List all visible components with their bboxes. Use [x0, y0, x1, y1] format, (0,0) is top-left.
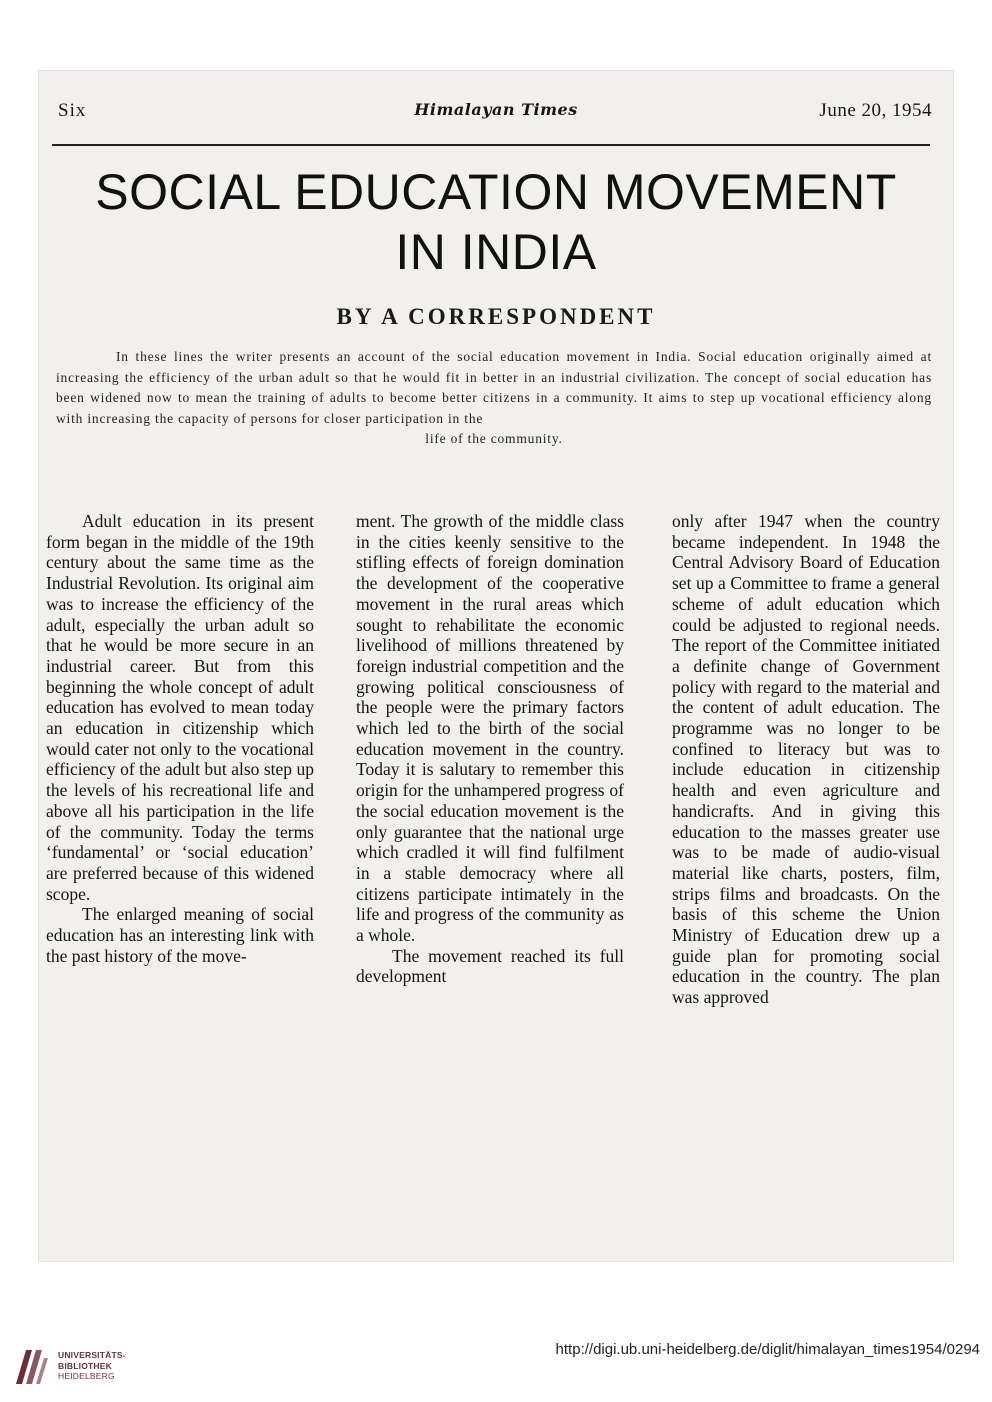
issue-date: June 20, 1954 — [819, 100, 932, 121]
article-column-1 — [46, 511, 314, 966]
column-paragraph: The enlarged meaning of social education has an interesting link with the past history of the move- — [46, 904, 314, 966]
header-rule — [52, 144, 930, 146]
byline: BY A CORRESPONDENT — [336, 304, 656, 329]
article-column-2 — [356, 511, 624, 987]
article-headline — [38, 162, 954, 282]
article-intro — [56, 347, 932, 450]
article-column-3 — [672, 511, 940, 1008]
library-name-line: HEIDELBERG — [58, 1371, 115, 1381]
headline-line-2: IN INDIA — [395, 224, 597, 280]
scanned-page — [38, 70, 954, 1262]
intro-body: In these lines the writer presents an account of the social education movement in India. Social education originally aimed at increasing the efficiency of the urban adult so that he would fit in better in an industrial civilization. The concept of social education has been widened now to mean the training of adults to become better citizens in a community. It aims to step up vocational efficiency along with increasing the capacity of persons for closer participation in the — [56, 349, 932, 426]
headline-line-1: SOCIAL EDUCATION MOVEMENT — [95, 164, 897, 220]
column-paragraph: only after 1947 when the country became independent. In 1948 the Central Advisory Board of Education set up a Committee to frame a general scheme of adult education which could be adjusted to regional needs. The report of the Committee initiated a definite change of Government policy with regard to the material and the content of adult education. The programme was no longer to be confined to literacy but was to include education in citizenship health and even agriculture and handicrafts. And in giving this education to the masses greater use was to be made of audio-visual material like charts, posters, film, strips films and broadcasts. On the basis of this scheme the Union Ministry of Education drew up a guide plan for promoting social education in the country. The plan was approved — [672, 511, 940, 1008]
running-head — [38, 100, 954, 126]
library-name-line: UNIVERSITÄTS- — [58, 1350, 126, 1360]
library-logo[interactable] — [12, 1342, 152, 1390]
column-paragraph: ment. The growth of the middle class in the cities keenly sensitive to the stifling effects of foreign domination the development of the cooperative movement in the rural areas which sought to rehabilitate the economic livelihood of millions threatened by foreign industrial competition and the growing political consciousness of the people were the primary factors which led to the birth of the social education movement in the country. Today it is salutary to remember this origin for the unhampered progress of the social education movement is the only guarantee that the national urge which cradled it will find fulfilment in a stable democracy where all citizens participate intimately in the life and progress of the community as a whole. — [356, 511, 624, 946]
column-paragraph: The movement reached its full development — [356, 945, 624, 987]
column-paragraph: Adult education in its present form began in the middle of the 19th century about the same time as the Industrial Revolution. Its original aim was to increase the efficiency of the adult, especially the urban adult so that he would be more secure in an industrial career. But from this beginning the whole concept of adult education has evolved to mean today an education in citizenship which would cater not only to the vocational efficiency of the adult but also step up the levels of his recreational life and above all his participation in the life of the community. Today the terms ‘fundamental’ or ‘social education’ are preferred because of this widened scope. — [46, 511, 314, 904]
library-name — [58, 1350, 126, 1382]
library-crest-icon — [12, 1344, 52, 1388]
library-name-line: BIBLIOTHEK — [58, 1360, 112, 1371]
intro-tail: life of the community. — [425, 431, 563, 446]
masthead: Himalayan Times — [414, 100, 578, 119]
page-label: Six — [58, 100, 87, 121]
source-url-link[interactable]: http://digi.ub.uni-heidelberg.de/diglit/himalayan_times1954/0294 — [555, 1341, 980, 1358]
